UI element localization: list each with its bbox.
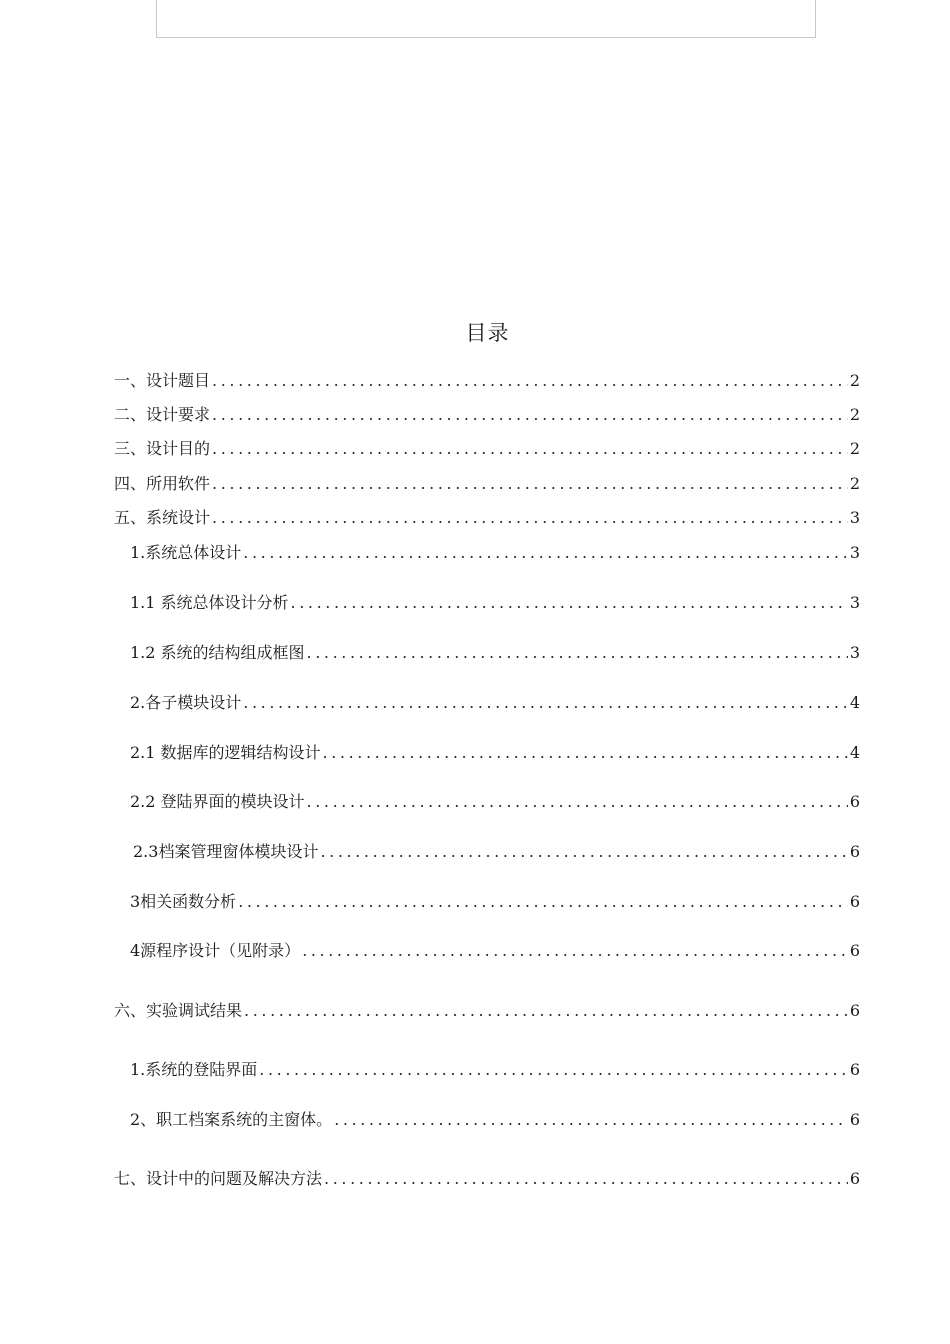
toc-entry[interactable]	[130, 1057, 860, 1081]
toc-entry-text: 4源程序设计（见附录）	[130, 941, 301, 960]
toc-entry-page: 2	[849, 405, 860, 424]
toc-entry-text: 1.系统总体设计	[130, 543, 242, 562]
toc-entry-page: 6	[849, 892, 860, 911]
toc-entry[interactable]	[114, 1166, 860, 1190]
toc-dot-leader	[212, 438, 848, 460]
toc-entry-text: 二、设计要求	[114, 405, 211, 424]
toc-entry-page: 6	[849, 1110, 860, 1129]
toc-entry[interactable]	[130, 1107, 860, 1131]
toc-entry-page: 6	[849, 1001, 860, 1020]
toc-entry-text: 2.1 数据库的逻辑结构设计	[130, 743, 321, 762]
toc-entry-page: 2	[849, 439, 860, 458]
toc-entry-page: 3	[849, 508, 860, 527]
toc-entry-page: 4	[849, 693, 860, 712]
toc-dot-leader	[212, 507, 848, 529]
toc-dot-leader	[323, 742, 848, 764]
toc-entry-text: 四、所用软件	[114, 474, 211, 493]
toc-entry[interactable]	[130, 640, 860, 664]
toc-entry[interactable]	[114, 998, 860, 1022]
toc-dot-leader	[243, 692, 848, 714]
toc-entry-text: 3相关函数分析	[130, 892, 237, 911]
toc-dot-leader	[291, 592, 848, 614]
toc-entry-text: 五、系统设计	[114, 508, 211, 527]
toc-entry[interactable]	[130, 540, 860, 564]
toc-entry-text: 1.系统的登陆界面	[130, 1060, 258, 1079]
toc-entry[interactable]	[114, 505, 860, 529]
toc-entry-page: 6	[849, 941, 860, 960]
toc-entry[interactable]	[130, 590, 860, 614]
toc-entry-text: 1.1 系统总体设计分析	[130, 593, 289, 612]
toc-entry-text: 一、设计题目	[114, 371, 211, 390]
toc-dot-leader	[307, 642, 848, 664]
toc-entry-text: 2、职工档案系统的主窗体。	[130, 1110, 333, 1129]
toc-entry-page: 6	[849, 842, 860, 861]
toc-dot-leader	[302, 940, 848, 962]
toc-title: 目录	[465, 321, 510, 345]
toc-dot-leader	[259, 1059, 848, 1081]
toc-entry-page: 2	[849, 371, 860, 390]
toc-entry-page: 4	[849, 743, 860, 762]
toc-entry-text: 2.各子模块设计	[130, 693, 242, 712]
toc-entry[interactable]	[114, 436, 860, 460]
toc-entry[interactable]	[130, 889, 860, 913]
toc-dot-leader	[212, 473, 848, 495]
toc-dot-leader	[212, 370, 848, 392]
toc-entry-page: 6	[849, 1169, 860, 1188]
toc-dot-leader	[243, 542, 848, 564]
toc-dot-leader	[238, 891, 848, 913]
toc-entry[interactable]	[114, 471, 860, 495]
toc-entry-text: 三、设计目的	[114, 439, 211, 458]
toc-entry[interactable]	[133, 839, 860, 863]
toc-entry-text: 1.2 系统的结构组成框图	[130, 643, 305, 662]
toc-entry-text: 六、实验调试结果	[114, 1001, 243, 1020]
toc-dot-leader	[212, 404, 848, 426]
toc-entry-page: 3	[849, 593, 860, 612]
toc-entry-page: 6	[849, 792, 860, 811]
toc-entry[interactable]	[130, 789, 860, 813]
toc-entry-text: 2.2 登陆界面的模块设计	[130, 792, 305, 811]
toc-dot-leader	[334, 1109, 848, 1131]
toc-entry-page: 3	[849, 543, 860, 562]
toc-entry[interactable]	[130, 690, 860, 714]
toc-dot-leader	[307, 791, 848, 813]
toc-entry[interactable]	[130, 938, 860, 962]
toc-entry-page: 6	[849, 1060, 860, 1079]
toc-dot-leader	[324, 1168, 848, 1190]
toc-entry-page: 3	[849, 643, 860, 662]
toc-entry-text: 七、设计中的问题及解决方法	[114, 1169, 323, 1188]
page-header-box	[156, 0, 816, 38]
toc-dot-leader	[244, 1000, 848, 1022]
toc-entry[interactable]	[114, 402, 860, 426]
toc-entry[interactable]	[130, 740, 860, 764]
toc-entry-page: 2	[849, 474, 860, 493]
toc-entry[interactable]	[114, 368, 860, 392]
toc-entry-text: 2.3档案管理窗体模块设计	[133, 842, 319, 861]
toc-dot-leader	[320, 841, 847, 863]
